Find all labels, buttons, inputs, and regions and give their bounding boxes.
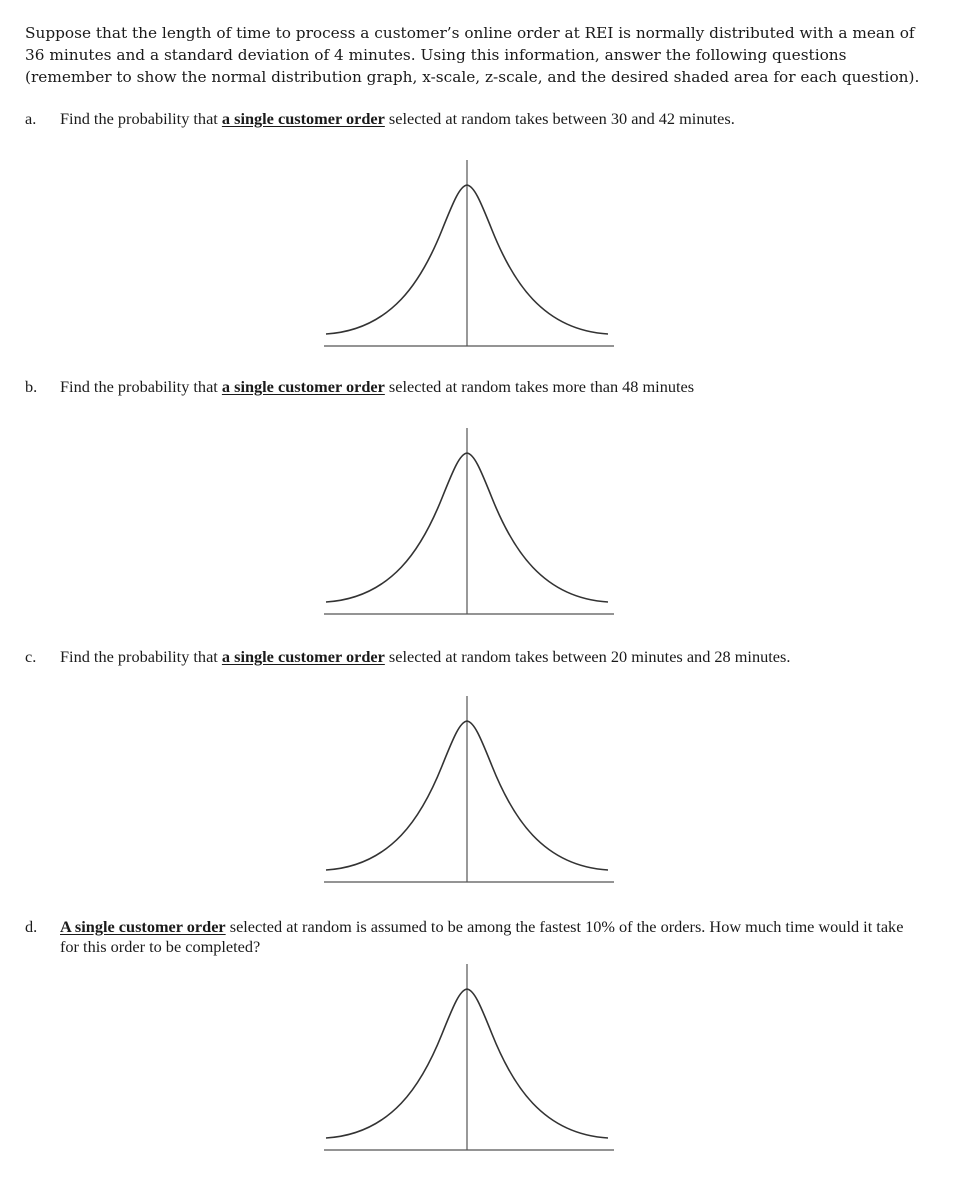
- question-text: A single customer order selected at random is assumed to be among the fastest 10% of the orders. How much time would it take for this order to be completed?: [60, 917, 904, 956]
- question-text: Find the probability that a single customer order selected at random takes between 20 minutes and 28 minutes.: [60, 647, 791, 666]
- emphasis-underline: a single customer order: [221, 377, 385, 396]
- intro-paragraph: Suppose that the length of time to process a customer’s online order at REI is normally distributed with a mean of 36 minutes and a standard deviation of 4 minutes. Using this information, answer the following questions (remember to show the normal distribution graph, x-scale, z-scale, and the desired shaded area for each question).: [25, 24, 920, 86]
- normal-curve-d: [322, 964, 616, 1154]
- question-letter: d.: [25, 917, 38, 936]
- normal-curve-c: [322, 696, 616, 886]
- question-letter: b.: [25, 377, 38, 396]
- emphasis-underline: a single customer order: [221, 109, 385, 128]
- normal-curve-b: [322, 428, 616, 618]
- question-letter: a.: [25, 109, 37, 128]
- question-letter: c.: [25, 647, 37, 666]
- normal-curve-a: [322, 160, 616, 350]
- question-text: Find the probability that a single customer order selected at random takes more than 48 minutes: [60, 377, 695, 396]
- emphasis-underline: A single customer order: [60, 917, 226, 936]
- question-text: Find the probability that a single customer order selected at random takes between 30 and 42 minutes.: [60, 109, 735, 128]
- emphasis-underline: a single customer order: [221, 647, 385, 666]
